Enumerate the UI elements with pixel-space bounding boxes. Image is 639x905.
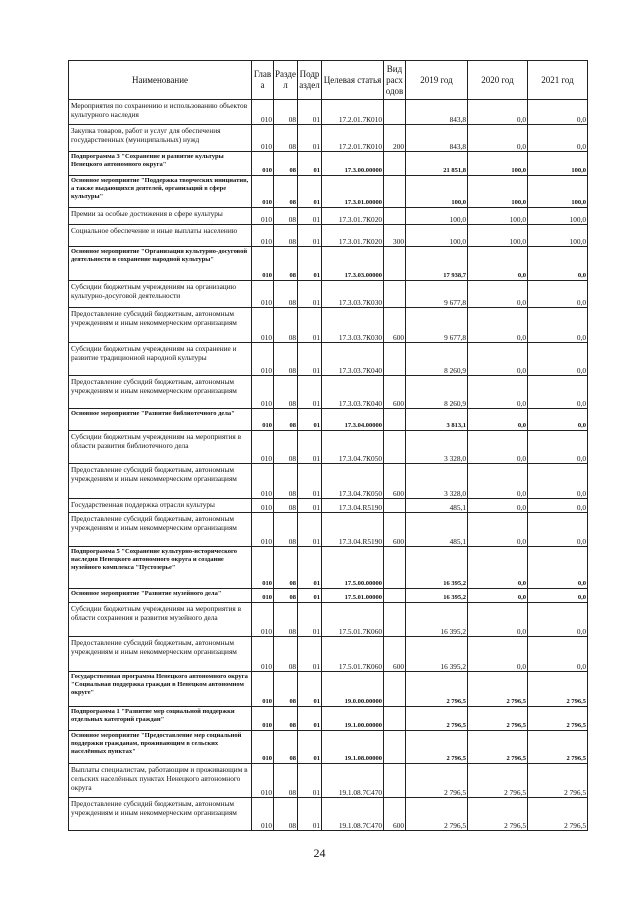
row-chapter: 010 xyxy=(252,603,274,637)
row-subsection: 01 xyxy=(298,176,322,208)
row-2019: 3 813,1 xyxy=(406,409,468,431)
row-2021: 0,0 xyxy=(528,100,588,125)
row-2020: 0,0 xyxy=(468,464,528,499)
row-2020: 100,0 xyxy=(468,208,528,225)
row-2019: 3 328,0 xyxy=(406,464,468,499)
header-2019: 2019 год xyxy=(406,61,468,100)
table-row xyxy=(69,308,588,343)
row-name: Предоставление субсидий бюджетным, автономным учреждениям и иным некоммерческим организациям xyxy=(69,464,252,499)
table-row xyxy=(69,376,588,409)
row-section: 08 xyxy=(274,499,298,513)
row-2019: 100,0 xyxy=(406,176,468,208)
row-section: 08 xyxy=(274,125,298,152)
row-2021: 2 796,5 xyxy=(528,707,588,731)
row-chapter: 010 xyxy=(252,431,274,464)
row-expense-type xyxy=(384,343,406,376)
row-2020: 0,0 xyxy=(468,308,528,343)
row-2020: 2 796,5 xyxy=(468,731,528,764)
row-name: Основное мероприятие "Поддержка творческих инициатив, а также выдающихся деятелей, организаций в сфере культуры" xyxy=(69,176,252,208)
row-2019: 9 677,8 xyxy=(406,308,468,343)
table-row xyxy=(69,707,588,731)
row-expense-type xyxy=(384,176,406,208)
row-subsection: 01 xyxy=(298,798,322,831)
row-section: 08 xyxy=(274,225,298,247)
row-2019: 21 851,8 xyxy=(406,152,468,176)
row-2020: 0,0 xyxy=(468,409,528,431)
row-name: Предоставление субсидий бюджетным, автономным учреждениям и иным некоммерческим организациям xyxy=(69,376,252,409)
row-subsection: 01 xyxy=(298,764,322,798)
row-2019: 2 796,5 xyxy=(406,731,468,764)
row-2019: 8 260,9 xyxy=(406,343,468,376)
header-target: Целевая статья xyxy=(322,61,384,100)
row-section: 08 xyxy=(274,764,298,798)
row-chapter: 010 xyxy=(252,100,274,125)
table-row xyxy=(69,637,588,672)
row-2020: 100,0 xyxy=(468,225,528,247)
row-section: 08 xyxy=(274,589,298,603)
row-2020: 0,0 xyxy=(468,376,528,409)
row-target: 17.5.00.00000 xyxy=(322,547,384,589)
header-subsection: Подр аздел xyxy=(298,61,322,100)
row-2021: 0,0 xyxy=(528,547,588,589)
row-chapter: 010 xyxy=(252,547,274,589)
row-2020: 0,0 xyxy=(468,513,528,547)
row-2021: 0,0 xyxy=(528,247,588,281)
row-section: 08 xyxy=(274,513,298,547)
row-chapter: 010 xyxy=(252,464,274,499)
row-section: 08 xyxy=(274,603,298,637)
row-2020: 0,0 xyxy=(468,281,528,308)
row-name: Предоставление субсидий бюджетным, автономным учреждениям и иным некоммерческим организациям xyxy=(69,798,252,831)
row-expense-type xyxy=(384,409,406,431)
table-row xyxy=(69,513,588,547)
row-name: Субсидии бюджетным учреждениям на мероприятия в области развития библиотечного дела xyxy=(69,431,252,464)
row-target: 19.1.00.00000 xyxy=(322,707,384,731)
row-2019: 17 938,7 xyxy=(406,247,468,281)
row-name: Предоставление субсидий бюджетным, автономным учреждениям и иным некоммерческим организациям xyxy=(69,513,252,547)
table-row xyxy=(69,247,588,281)
row-target: 19.1.08.7С470 xyxy=(322,764,384,798)
row-2019: 100,0 xyxy=(406,208,468,225)
row-chapter: 010 xyxy=(252,499,274,513)
table-row xyxy=(69,547,588,589)
row-target: 17.3.03.00000 xyxy=(322,247,384,281)
row-subsection: 01 xyxy=(298,409,322,431)
row-expense-type: 600 xyxy=(384,376,406,409)
row-expense-type xyxy=(384,731,406,764)
row-expense-type xyxy=(384,589,406,603)
row-target: 17.2.01.7К010 xyxy=(322,125,384,152)
row-expense-type xyxy=(384,707,406,731)
row-name: Основное мероприятие "Организация культурно-досуговой деятельности и сохранение народной культуры" xyxy=(69,247,252,281)
row-2020: 0,0 xyxy=(468,547,528,589)
row-target: 17.3.01.00000 xyxy=(322,176,384,208)
row-2019: 2 796,5 xyxy=(406,672,468,707)
row-subsection: 01 xyxy=(298,208,322,225)
row-2020: 100,0 xyxy=(468,176,528,208)
row-subsection: 01 xyxy=(298,247,322,281)
row-expense-type: 300 xyxy=(384,225,406,247)
row-expense-type xyxy=(384,499,406,513)
row-2021: 100,0 xyxy=(528,152,588,176)
row-2019: 843,8 xyxy=(406,100,468,125)
row-section: 08 xyxy=(274,464,298,499)
row-name: Основное мероприятие "Развитие библиотечного дела" xyxy=(69,409,252,431)
row-name: Государственная поддержка отрасли культуры xyxy=(69,499,252,513)
row-target: 17.3.03.7К040 xyxy=(322,343,384,376)
table-row xyxy=(69,798,588,831)
row-2020: 0,0 xyxy=(468,125,528,152)
row-expense-type xyxy=(384,603,406,637)
row-section: 08 xyxy=(274,798,298,831)
row-2021: 0,0 xyxy=(528,603,588,637)
row-subsection: 01 xyxy=(298,603,322,637)
table-row xyxy=(69,343,588,376)
row-chapter: 010 xyxy=(252,409,274,431)
row-expense-type xyxy=(384,281,406,308)
row-subsection: 01 xyxy=(298,707,322,731)
row-2020: 2 796,5 xyxy=(468,764,528,798)
table-row xyxy=(69,464,588,499)
row-chapter: 010 xyxy=(252,798,274,831)
header-chapter: Глав а xyxy=(252,61,274,100)
row-section: 08 xyxy=(274,208,298,225)
table-row xyxy=(69,731,588,764)
row-subsection: 01 xyxy=(298,589,322,603)
row-2020: 2 796,5 xyxy=(468,672,528,707)
row-expense-type: 600 xyxy=(384,513,406,547)
row-chapter: 010 xyxy=(252,513,274,547)
row-2020: 2 796,5 xyxy=(468,707,528,731)
row-2019: 8 260,9 xyxy=(406,376,468,409)
page-number: 24 xyxy=(313,846,326,860)
row-2019: 3 328,0 xyxy=(406,431,468,464)
row-expense-type: 600 xyxy=(384,308,406,343)
table-row xyxy=(69,281,588,308)
row-name: Социальное обеспечение и иные выплаты населению xyxy=(69,225,252,247)
row-expense-type xyxy=(384,100,406,125)
row-expense-type: 600 xyxy=(384,464,406,499)
row-chapter: 010 xyxy=(252,343,274,376)
row-2019: 2 796,5 xyxy=(406,707,468,731)
row-chapter: 010 xyxy=(252,731,274,764)
table-header xyxy=(69,61,588,100)
row-chapter: 010 xyxy=(252,247,274,281)
row-chapter: 010 xyxy=(252,208,274,225)
row-name: Предоставление субсидий бюджетным, автономным учреждениям и иным некоммерческим организациям xyxy=(69,637,252,672)
row-chapter: 010 xyxy=(252,176,274,208)
row-2020: 0,0 xyxy=(468,343,528,376)
row-2019: 9 677,8 xyxy=(406,281,468,308)
row-name: Государственная программа Ненецкого автономного округа "Социальная поддержка граждан в Ненецком автономном округе" xyxy=(69,672,252,707)
row-name: Закупка товаров, работ и услуг для обеспечения государственных (муниципальных) нужд xyxy=(69,125,252,152)
row-name: Субсидии бюджетным учреждениям на сохранение и развитие традиционной народной культуры xyxy=(69,343,252,376)
row-2021: 0,0 xyxy=(528,409,588,431)
row-2021: 0,0 xyxy=(528,513,588,547)
row-subsection: 01 xyxy=(298,343,322,376)
row-2021: 0,0 xyxy=(528,431,588,464)
row-2019: 2 796,5 xyxy=(406,798,468,831)
row-target: 17.3.01.7К020 xyxy=(322,208,384,225)
row-subsection: 01 xyxy=(298,499,322,513)
row-2021: 0,0 xyxy=(528,343,588,376)
row-expense-type xyxy=(384,764,406,798)
row-section: 08 xyxy=(274,547,298,589)
table-row xyxy=(69,672,588,707)
row-name: Подпрограмма 1 "Развитие мер социальной поддержки отдельных категорий граждан" xyxy=(69,707,252,731)
row-target: 17.3.04.7К050 xyxy=(322,464,384,499)
row-target: 17.5.01.00000 xyxy=(322,589,384,603)
row-subsection: 01 xyxy=(298,513,322,547)
row-2020: 0,0 xyxy=(468,100,528,125)
row-name: Субсидии бюджетным учреждениям на мероприятия в области сохранения и развития музейного дела xyxy=(69,603,252,637)
row-subsection: 01 xyxy=(298,376,322,409)
row-name: Основное мероприятие "Развитие музейного дела" xyxy=(69,589,252,603)
row-2021: 2 796,5 xyxy=(528,731,588,764)
row-subsection: 01 xyxy=(298,152,322,176)
row-expense-type: 200 xyxy=(384,125,406,152)
row-target: 19.1.08.7С470 xyxy=(322,798,384,831)
table-row xyxy=(69,431,588,464)
row-subsection: 01 xyxy=(298,464,322,499)
header-name: Наименование xyxy=(69,61,252,100)
row-section: 08 xyxy=(274,672,298,707)
row-section: 08 xyxy=(274,100,298,125)
table-row xyxy=(69,100,588,125)
row-2020: 0,0 xyxy=(468,589,528,603)
row-2021: 100,0 xyxy=(528,176,588,208)
row-2020: 0,0 xyxy=(468,499,528,513)
row-2021: 2 796,5 xyxy=(528,798,588,831)
row-target: 17.3.03.7К030 xyxy=(322,281,384,308)
row-expense-type xyxy=(384,208,406,225)
row-section: 08 xyxy=(274,376,298,409)
row-2021: 2 796,5 xyxy=(528,672,588,707)
row-subsection: 01 xyxy=(298,100,322,125)
row-2019: 485,1 xyxy=(406,499,468,513)
row-chapter: 010 xyxy=(252,707,274,731)
row-section: 08 xyxy=(274,431,298,464)
table-row xyxy=(69,152,588,176)
table-row xyxy=(69,176,588,208)
row-2020: 0,0 xyxy=(468,247,528,281)
row-expense-type xyxy=(384,431,406,464)
header-2020: 2020 год xyxy=(468,61,528,100)
row-2019: 485,1 xyxy=(406,513,468,547)
row-chapter: 010 xyxy=(252,281,274,308)
row-2021: 0,0 xyxy=(528,464,588,499)
table-row xyxy=(69,764,588,798)
row-subsection: 01 xyxy=(298,281,322,308)
row-target: 19.0.00.00000 xyxy=(322,672,384,707)
row-target: 17.3.04.R5190 xyxy=(322,499,384,513)
row-2021: 100,0 xyxy=(528,225,588,247)
row-chapter: 010 xyxy=(252,376,274,409)
budget-table xyxy=(68,60,588,831)
row-section: 08 xyxy=(274,152,298,176)
row-chapter: 010 xyxy=(252,152,274,176)
row-chapter: 010 xyxy=(252,764,274,798)
row-expense-type xyxy=(384,672,406,707)
row-2021: 2 796,5 xyxy=(528,764,588,798)
table-row xyxy=(69,409,588,431)
table-row xyxy=(69,125,588,152)
row-subsection: 01 xyxy=(298,431,322,464)
table-row xyxy=(69,208,588,225)
row-target: 17.3.04.R5190 xyxy=(322,513,384,547)
row-name: Основное мероприятие "Предоставление мер социальной поддержки гражданам, проживающим в сельских населённых пунктах" xyxy=(69,731,252,764)
row-name: Мероприятия по сохранению и использованию объектов культурного наследия xyxy=(69,100,252,125)
row-2019: 16 395,2 xyxy=(406,547,468,589)
row-2021: 0,0 xyxy=(528,376,588,409)
row-subsection: 01 xyxy=(298,125,322,152)
row-name: Субсидии бюджетным учреждениям на организацию культурно-досуговой деятельности xyxy=(69,281,252,308)
table-row xyxy=(69,589,588,603)
row-section: 08 xyxy=(274,731,298,764)
row-chapter: 010 xyxy=(252,589,274,603)
row-subsection: 01 xyxy=(298,637,322,672)
row-section: 08 xyxy=(274,281,298,308)
row-target: 17.3.03.7К040 xyxy=(322,376,384,409)
row-2020: 0,0 xyxy=(468,603,528,637)
row-section: 08 xyxy=(274,409,298,431)
row-expense-type: 600 xyxy=(384,637,406,672)
row-target: 17.3.01.7К020 xyxy=(322,225,384,247)
row-chapter: 010 xyxy=(252,225,274,247)
row-section: 08 xyxy=(274,637,298,672)
row-chapter: 010 xyxy=(252,308,274,343)
row-chapter: 010 xyxy=(252,125,274,152)
row-2019: 843,8 xyxy=(406,125,468,152)
header-2021: 2021 год xyxy=(528,61,588,100)
row-section: 08 xyxy=(274,707,298,731)
table-row xyxy=(69,603,588,637)
row-2021: 0,0 xyxy=(528,125,588,152)
row-name: Подпрограмма 5 "Сохранение культурно-исторического наследия Ненецкого автономного округа и создание музейного комплекса "Пустозерье" xyxy=(69,547,252,589)
row-target: 17.3.04.7К050 xyxy=(322,431,384,464)
row-2019: 16 395,2 xyxy=(406,603,468,637)
row-name: Выплаты специалистам, работающим и проживающим в сельских населённых пунктах Ненецкого автономного округа xyxy=(69,764,252,798)
row-section: 08 xyxy=(274,247,298,281)
row-target: 17.3.00.00000 xyxy=(322,152,384,176)
row-target: 17.3.04.00000 xyxy=(322,409,384,431)
row-2021: 0,0 xyxy=(528,281,588,308)
row-section: 08 xyxy=(274,308,298,343)
row-target: 17.2.01.7К010 xyxy=(322,100,384,125)
row-2020: 0,0 xyxy=(468,637,528,672)
row-expense-type xyxy=(384,547,406,589)
row-expense-type xyxy=(384,152,406,176)
table-row xyxy=(69,499,588,513)
row-section: 08 xyxy=(274,343,298,376)
row-expense-type xyxy=(384,247,406,281)
row-target: 19.1.08.00000 xyxy=(322,731,384,764)
row-target: 17.5.01.7К060 xyxy=(322,603,384,637)
table-row xyxy=(69,225,588,247)
row-chapter: 010 xyxy=(252,637,274,672)
row-target: 17.5.01.7К060 xyxy=(322,637,384,672)
row-2021: 0,0 xyxy=(528,499,588,513)
row-2021: 100,0 xyxy=(528,208,588,225)
row-subsection: 01 xyxy=(298,672,322,707)
row-subsection: 01 xyxy=(298,225,322,247)
row-2021: 0,0 xyxy=(528,308,588,343)
row-2021: 0,0 xyxy=(528,637,588,672)
row-name: Премии за особые достижения в сфере культуры xyxy=(69,208,252,225)
row-subsection: 01 xyxy=(298,731,322,764)
row-2020: 100,0 xyxy=(468,152,528,176)
row-2020: 2 796,5 xyxy=(468,798,528,831)
header-expense-type: Вид расх одов xyxy=(384,61,406,100)
row-2020: 0,0 xyxy=(468,431,528,464)
row-2019: 16 395,2 xyxy=(406,637,468,672)
row-section: 08 xyxy=(274,176,298,208)
row-2019: 16 395,2 xyxy=(406,589,468,603)
row-2019: 100,0 xyxy=(406,225,468,247)
row-subsection: 01 xyxy=(298,308,322,343)
header-section: Разде л xyxy=(274,61,298,100)
row-expense-type: 600 xyxy=(384,798,406,831)
row-name: Подпрограмма 3 "Сохранение и развитие культуры Ненецкого автономного округа" xyxy=(69,152,252,176)
row-2019: 2 796,5 xyxy=(406,764,468,798)
row-subsection: 01 xyxy=(298,547,322,589)
row-target: 17.3.03.7К030 xyxy=(322,308,384,343)
row-chapter: 010 xyxy=(252,672,274,707)
row-2021: 0,0 xyxy=(528,589,588,603)
row-name: Предоставление субсидий бюджетным, автономным учреждениям и иным некоммерческим организациям xyxy=(69,308,252,343)
